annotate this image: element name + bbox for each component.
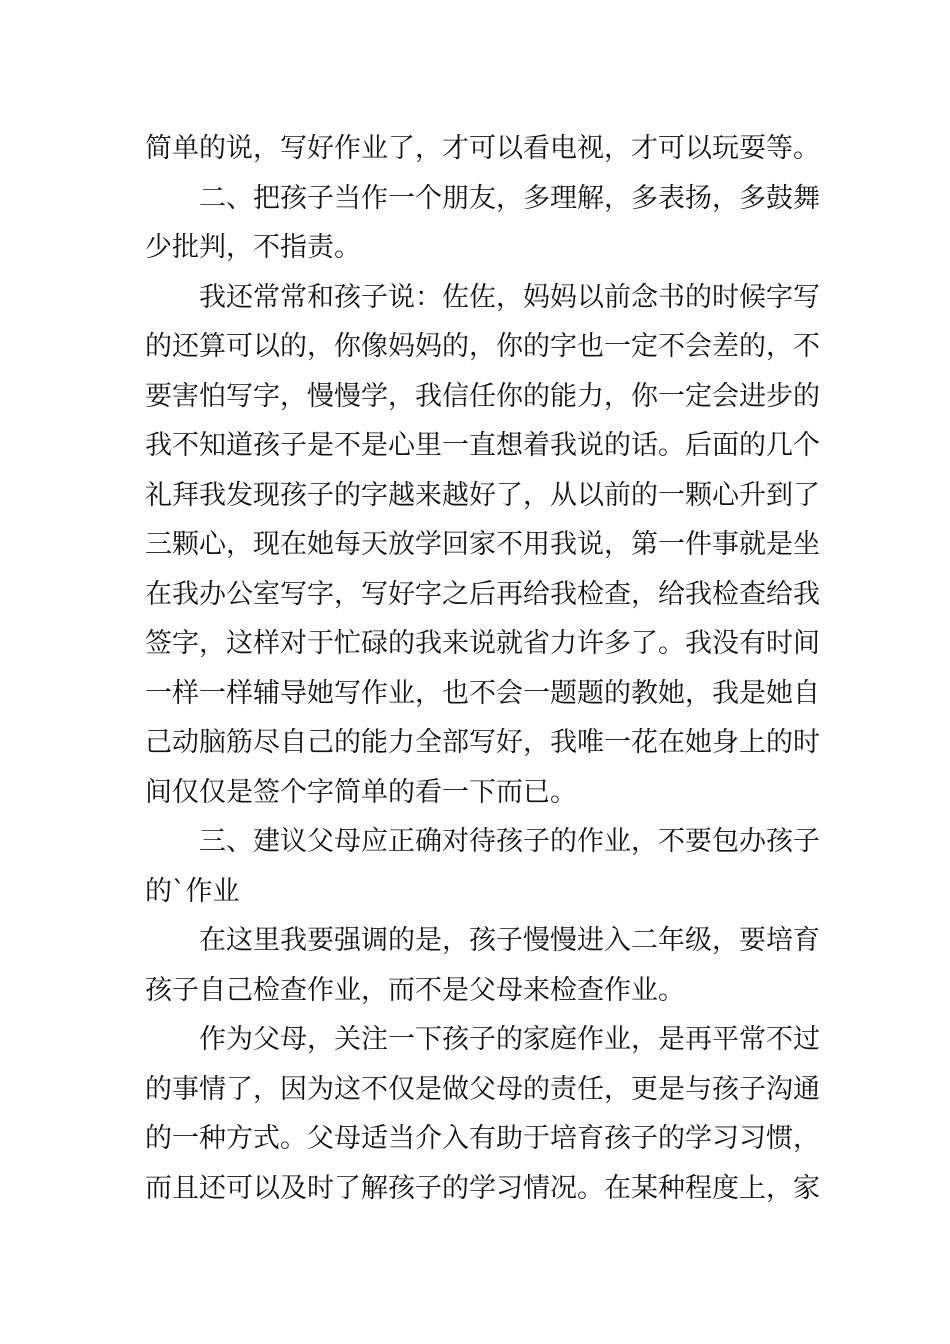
text-line: 间仅仅是签个字简单的看一下而已。: [145, 776, 577, 808]
text-line: 礼拜我发现孩子的字越来越好了，从以前的一颗心升到了: [145, 479, 820, 511]
text-line: 一样一样辅导她写作业，也不会一题题的教她，我是她自: [145, 677, 820, 709]
text-line: 己动脑筋尽自己的能力全部写好，我唯一花在她身上的时: [145, 727, 820, 758]
text-line: 孩子自己检查作业，而不是父母来检查作业。: [145, 974, 685, 1006]
text-line: 少批判，不指责。: [145, 232, 361, 263]
text-line: 而且还可以及时了解孩子的学习情况。在某种程度上，家: [145, 1172, 820, 1204]
text-line: 我不知道孩子是不是心里一直想着我说的话。后面的几个: [145, 430, 820, 461]
text-line: 要害怕写字，慢慢学，我信任你的能力，你一定会进步的: [145, 380, 820, 412]
paragraph-first-line: 三、建议父母应正确对待孩子的作业，不要包办孩子: [199, 826, 820, 857]
text-line: 简单的说，写好作业了，才可以看电视，才可以玩耍等。: [145, 133, 820, 164]
paragraph-first-line: 二、把孩子当作一个朋友，多理解，多表扬，多鼓舞: [199, 182, 820, 214]
text-line: 在我办公室写字，写好字之后再给我检查，给我检查给我: [145, 578, 820, 610]
document-body: [145, 124, 820, 1213]
text-line: 的事情了，因为这不仅是做父母的责任，更是与孩子沟通: [145, 1073, 820, 1105]
text-line: 签字，这样对于忙碌的我来说就省力许多了。我没有时间: [145, 628, 820, 659]
text-line: 的还算可以的，你像妈妈的，你的字也一定不会差的，不: [145, 331, 820, 362]
paragraph-first-line: 我还常常和孩子说：佐佐，妈妈以前念书的时候字写: [199, 281, 820, 313]
text-line: 三颗心，现在她每天放学回家不用我说，第一件事就是坐: [145, 529, 820, 560]
text-line: 的`作业: [145, 875, 240, 907]
paragraph-first-line: 作为父母，关注一下孩子的家庭作业，是再平常不过: [199, 1024, 820, 1055]
paragraph-first-line: 在这里我要强调的是，孩子慢慢进入二年级，要培育: [199, 925, 820, 956]
text-line: 的一种方式。父母适当介入有助于培育孩子的学习习惯，: [145, 1123, 820, 1154]
